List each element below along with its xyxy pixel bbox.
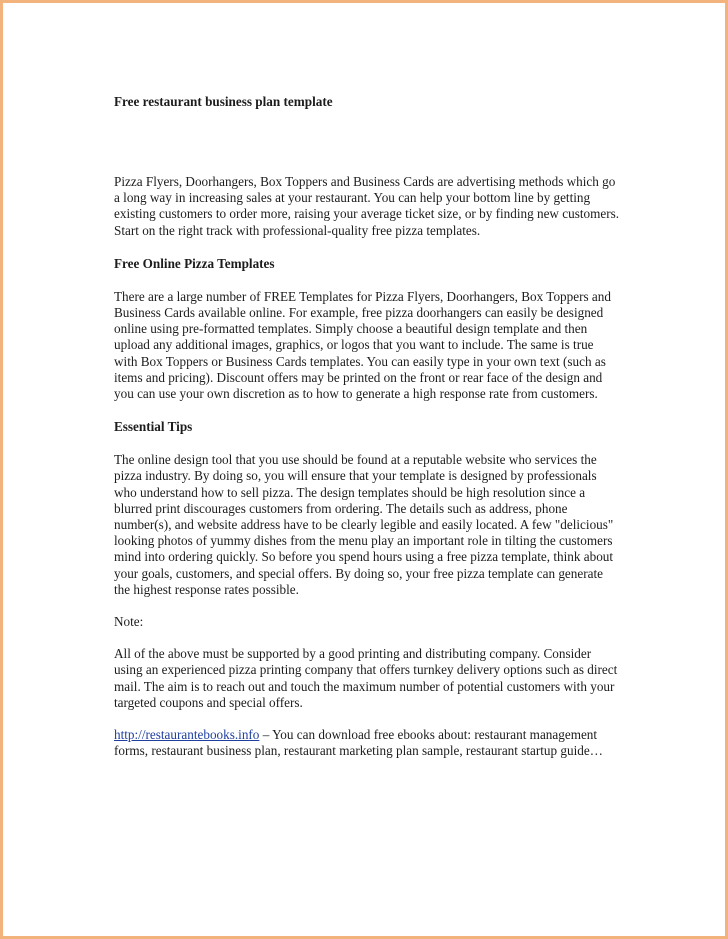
section-heading-essential-tips: Essential Tips: [114, 419, 193, 435]
resource-description: – You can download free ebooks about: restaurant management forms, restaurant business plan, restaurant marketing plan sample, restaurant startup guide…: [114, 727, 603, 759]
note-paragraph: All of the above must be supported by a good printing and distributing company. Consider using an experienced pizza printing company that offers turnkey delivery options such as direct mail. The aim is to reach out and touch the maximum number of potential customers with your targeted coupons and special offers.: [114, 646, 618, 710]
note-label: Note:: [114, 614, 144, 630]
document-title: Free restaurant business plan template: [114, 94, 333, 109]
intro-paragraph: Pizza Flyers, Doorhangers, Box Toppers and Business Cards are advertising methods which go a long way in increasing sales at your restaurant. You can help your bottom line by getting existing customers to order more, raising your average ticket size, or by finding new customers. Start on the right track with professional-quality free pizza templates.: [114, 174, 620, 238]
templates-paragraph: There are a large number of FREE Templates for Pizza Flyers, Doorhangers, Box Toppers and Business Cards available online. For example, free pizza doorhangers can easily be designed online using pre-formatted templates. Simply choose a beautiful design template and then upload any additional images, graphics, or logos that you want to include. The same is true with Box Toppers or Business Cards templates. You can easily type in your own text (such as items and pricing). Discount offers may be printed on the front or rear face of the design and you can use your own discretion as to how to generate a high response rate from customers.: [114, 288, 611, 402]
resource-paragraph: [114, 727, 619, 759]
resource-link[interactable]: http://restaurantebooks.info: [114, 727, 260, 743]
tips-paragraph: The online design tool that you use should be found at a reputable website who services the pizza industry. By doing so, you will ensure that your template is designed by professionals who understand how to sell pizza. The design templates should be high resolution since a blurred print discourages customers from ordering. The details such as address, phone number(s), and website address have to be clearly legible and easily located. A few "delicious" looking photos of yummy dishes from the menu play an important role in tilting the customers mind into ordering quickly. So before you spend hours using a free pizza template, think about your goals, customers, and special offers. By doing so, your free pizza template can generate the highest response rates possible.: [114, 452, 614, 597]
document-body: [114, 93, 619, 759]
section-heading-free-templates: Free Online Pizza Templates: [114, 255, 275, 271]
